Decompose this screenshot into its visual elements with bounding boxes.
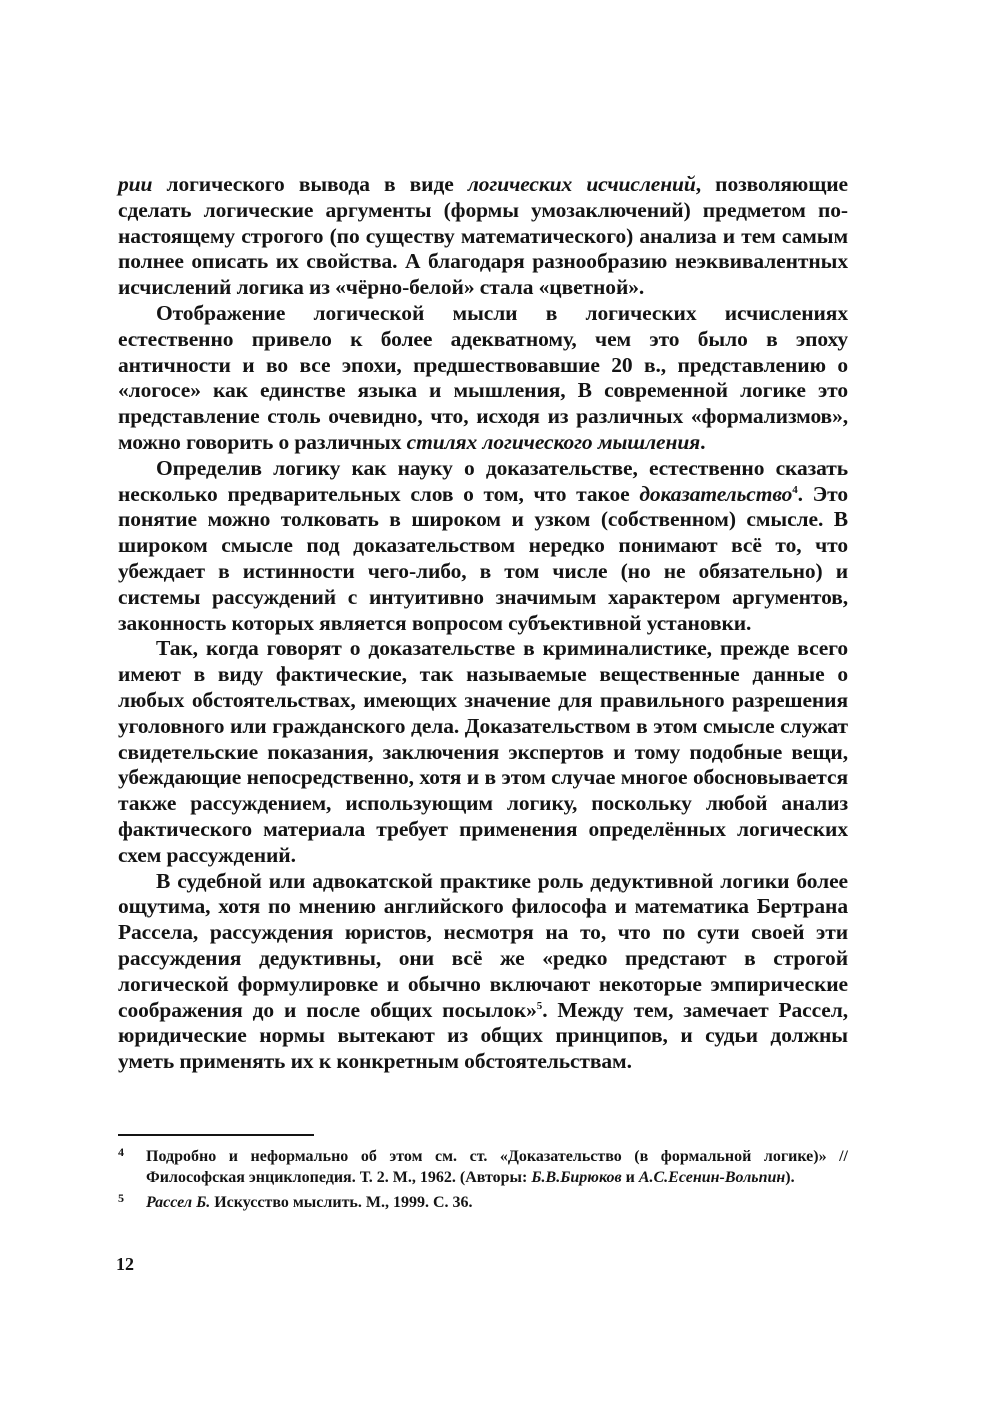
main-text [118, 172, 848, 1075]
footnote-separator [118, 1134, 314, 1136]
emphasis: стилях логического мышления [406, 429, 701, 454]
text-run: и [621, 1169, 639, 1186]
footnote-number: 4 [118, 1145, 124, 1159]
paragraph [118, 172, 848, 301]
text-run: . Это понятие можно толковать в широком и узком (собственном) смысле. В широком смысле под доказательством нередко понимают всё то, что убеждает в истинности чего-либо, в том числе (но не обязательно) и системы рассуждений с интуитивно значимым характером аргументов, законность которых является вопросом субъективной установки. [118, 481, 848, 635]
footnotes [118, 1146, 848, 1217]
emphasis: Рассел Б. [146, 1194, 211, 1211]
emphasis: логических исчислений [467, 172, 696, 196]
text-run: . Между тем, замечает Рассел, юридические нормы вытекают из общих принципов, и судьи должны уметь применять их к конкретным обстоятельствам. [118, 997, 848, 1074]
emphasis: Б.В.Бирюков [531, 1169, 622, 1186]
text-run: ). [785, 1169, 795, 1186]
emphasis: доказательство [639, 481, 793, 506]
text-run: Подробно и неформально об этом см. ст. «Доказательство (в формальной логике)» // Философская энциклопедия. Т. 2. М., 1962. (Авторы: [146, 1148, 848, 1186]
footnote-item [118, 1192, 848, 1213]
footnote-ref[interactable]: 5 [536, 999, 543, 1012]
emphasis: А.С.Есенин-Вольпин [638, 1169, 786, 1186]
text-run: Определив логику как науку о доказательстве, естественно сказать несколько предварительных слов о том, что такое [118, 455, 848, 506]
text-run: , позволяющие сделать логические аргументы (формы умозаключений) предметом по-настоящему строгого (по существу математического) анализа и тем самым полнее описать их свойства. А благодаря разнообразию неэквивалентных исчислений логика из «чёрно-белой» стала «цветной». [118, 172, 848, 300]
text-run: Так, когда говорят о доказательстве в криминалистике, прежде всего имеют в виду фактические, так называемые вещественные данные о любых обстоятельствах, имеющих значение для правильного разрешения уголовного или гражданского дела. Доказательством в этом смысле служат свидетельские показания, заключения экспертов и тому подобные вещи, убеждающие непосредственно, хотя и в этом случае многое обосновывается также рассуждением, использующим логику, поскольку любой анализ фактического материала требует применения определённых логических схем рассуждений. [118, 636, 848, 867]
text-run: В судебной или адвокатской практике роль дедуктивной логики более ощутима, хотя по мнению английского философа и математика Бертрана Рассела, рассуждения юристов, несмотря на то, что по сути своей эти рассуждения дедуктивны, они всё же «редко предстают в строгой логической формулировке и обычно включают некоторые эмпирические соображения до и после общих посылок» [118, 868, 848, 1022]
emphasis: рии [118, 172, 153, 196]
text-run: Искусство мыслить. М., 1999. С. 36. [210, 1194, 473, 1211]
footnote-number: 5 [118, 1191, 124, 1205]
footnote-ref[interactable]: 4 [792, 483, 798, 496]
footnote-item [118, 1146, 848, 1188]
paragraph [118, 869, 848, 1075]
text-run: . [700, 429, 706, 454]
text-run: Отображение логической мысли в логических исчислениях естественно привело к более адекватному, чем это было в эпоху античности и во все эпохи, предшествовавшие 20 в., представлению о «логосе» как единстве языка и мышления, В современной логике это представление столь очевидно, что, исходя из различных «формализмов», можно говорить о различных [118, 300, 848, 454]
paragraph [118, 456, 848, 637]
paragraph [118, 636, 848, 868]
page-number: 12 [116, 1254, 134, 1274]
paragraph [118, 301, 848, 456]
text-run: логического вывода в виде [152, 172, 468, 196]
